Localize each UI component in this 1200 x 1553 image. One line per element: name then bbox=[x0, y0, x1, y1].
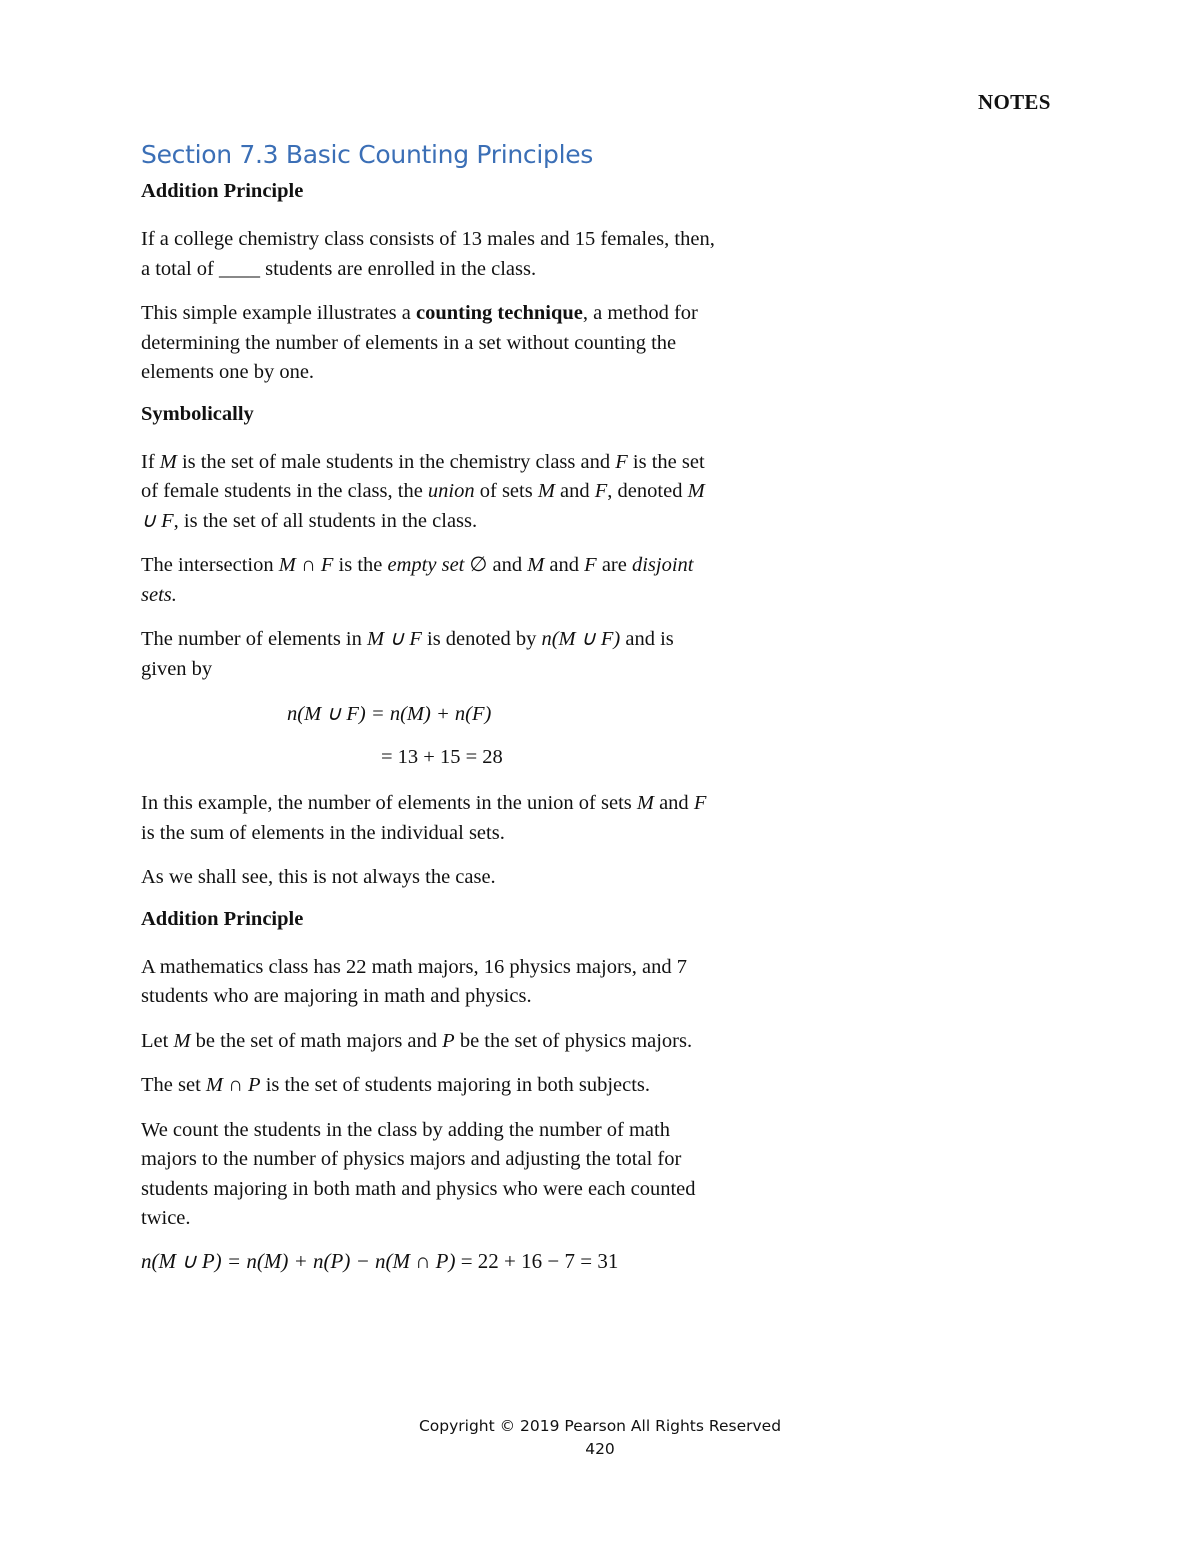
page-content bbox=[141, 140, 721, 1274]
heading-addition-principle: Addition Principle bbox=[141, 180, 304, 202]
paragraph-intersection-mp: The set M ∩ P is the set of students majoring in both subjects. bbox=[141, 1074, 651, 1096]
page-number: 420 bbox=[585, 1440, 615, 1458]
term-counting-technique: counting technique bbox=[415, 302, 583, 324]
heading-symbolically: Symbolically bbox=[141, 402, 254, 425]
paragraph-mathematics-class: A mathematics class has 22 math majors, 16 physics majors, and 7 students who are majoring in math and physics. bbox=[141, 955, 688, 1007]
footer-copyright: Copyright © 2019 Pearson All Rights Reserved bbox=[418, 1417, 782, 1435]
term-empty-set: empty set bbox=[387, 554, 465, 576]
final-equation-lhs: n(M ∪ P) = n(M) + n(P) − n(M ∩ P) bbox=[141, 1248, 456, 1273]
notes-label: NOTES bbox=[978, 90, 1051, 114]
equation-line-1: n(M ∪ F) = n(M) + n(F) bbox=[287, 703, 492, 725]
paragraph-counting-technique: This simple example illustrates a counting technique, a method for determining the number of elements in a set without counting the elements one by one. bbox=[141, 302, 698, 383]
equation-line-2: = 13 + 15 = 28 bbox=[381, 746, 503, 768]
paragraph-chemistry-class: If a college chemistry class consists of 13 males and 15 females, then, a total of ____ students are enrolled in the class. bbox=[141, 228, 715, 280]
term-disjoint-sets: disjoint sets. bbox=[141, 554, 694, 606]
equation-union-count bbox=[141, 699, 721, 768]
paragraph-let-m-p: Let M be the set of math majors and P be the set of physics majors. bbox=[141, 1029, 693, 1052]
term-union: union bbox=[427, 480, 475, 502]
paragraph-intersection: The intersection M ∩ F is the empty set ∅ and M and F are disjoint sets. bbox=[141, 554, 694, 606]
paragraph-not-always: As we shall see, this is not always the case. bbox=[141, 866, 496, 888]
section-title: Section 7.3 Basic Counting Principles bbox=[141, 140, 594, 169]
paragraph-number-of-elements: The number of elements in M ∪ F is denoted by n(M ∪ F) and is given by bbox=[141, 628, 674, 680]
paragraph-union-definition: If M is the set of male students in the chemistry class and F is the set of female students in the class, the union of sets M and F, denoted M ∪ F, is the set of all students in the class. bbox=[141, 450, 705, 532]
paragraph-count-students: We count the students in the class by adding the number of math majors to the number of physics majors and adjusting the total for students majoring in both math and physics who were each counted twice. bbox=[141, 1118, 696, 1229]
equation-math-physics bbox=[141, 1249, 721, 1274]
heading-addition-principle-2: Addition Principle bbox=[141, 907, 304, 930]
final-equation-rhs: = 22 + 16 − 7 = 31 bbox=[460, 1248, 619, 1273]
paragraph-sum-of-elements: In this example, the number of elements in the union of sets M and F is the sum of elements in the individual sets. bbox=[141, 792, 707, 844]
